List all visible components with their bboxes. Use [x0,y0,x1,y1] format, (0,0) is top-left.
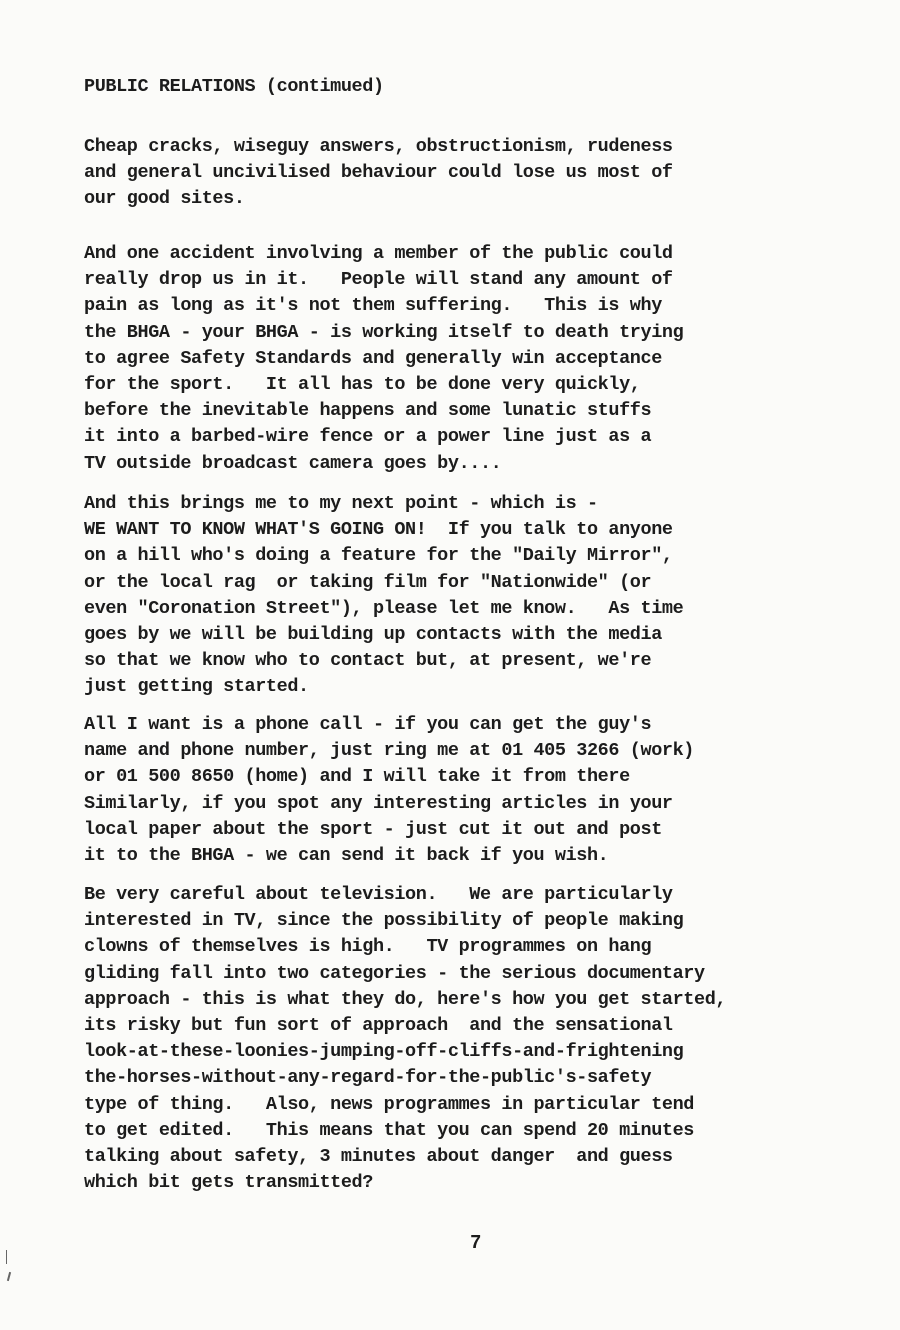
text-line: name and phone number, just ring me at 01 405 3266 (work) [84,740,695,762]
text-line: Cheap cracks, wiseguy answers, obstructionism, rudeness [84,136,673,157]
text-line: gliding fall into two categories - the serious documentary [84,962,705,984]
text-line: to get edited. This means that you can spend 20 minutes [84,1119,695,1141]
paragraph-5 [84,882,726,1196]
text-line: its risky but fun sort of approach and the sensational [84,1014,673,1036]
paragraph-4 [84,712,694,869]
text-line: All I want is a phone call - if you can get the guy's [84,714,652,735]
text-line: on a hill who's doing a feature for the "Daily Mirror", [84,545,673,567]
text-line: which bit gets transmitted? [84,1172,373,1194]
text-line: for the sport. It all has to be done very quickly, [84,373,641,395]
text-line: clowns of themselves is high. TV programmes on hang [84,936,652,958]
text-line: Be very careful about television. We are particularly [84,884,673,905]
text-line: talking about safety, 3 minutes about danger and guess [84,1145,673,1167]
paper-speck [6,1250,7,1264]
text-line: local paper about the sport - just cut it out and post [84,818,662,840]
text-line: it into a barbed-wire fence or a power line just as a [84,426,652,448]
paragraph-3 [84,491,683,701]
text-line: pain as long as it's not them suffering. This is why [84,295,662,317]
text-line: really drop us in it. People will stand any amount of [84,269,673,291]
text-line: And one accident involving a member of the public could [84,243,673,264]
text-line: so that we know who to contact but, at present, we're [84,650,652,672]
paragraph-2 [84,241,683,477]
text-line: And this brings me to my next point - which is - [84,493,598,514]
text-line: TV outside broadcast camera goes by.... [84,452,502,474]
text-line: and general uncivilised behaviour could lose us most of [84,162,673,184]
text-line: the-horses-without-any-regard-for-the-public's-safety [84,1067,652,1089]
paragraph-1 [84,134,673,213]
page-number: 7 [470,1232,482,1254]
text-line: to agree Safety Standards and generally win acceptance [84,347,662,369]
text-line: look-at-these-loonies-jumping-off-cliffs-and-frightening [84,1041,684,1063]
text-line: Similarly, if you spot any interesting articles in your [84,792,673,814]
text-line: our good sites. [84,188,245,210]
text-line: interested in TV, since the possibility of people making [84,910,684,932]
text-line: before the inevitable happens and some lunatic stuffs [84,400,652,422]
text-line: it to the BHGA - we can send it back if you wish. [84,844,609,866]
text-line: just getting started. [84,676,309,698]
text-line: or 01 500 8650 (home) and I will take it from there [84,766,630,788]
text-line: goes by we will be building up contacts with the media [84,623,662,645]
text-line: the BHGA - your BHGA - is working itself to death trying [84,321,684,343]
text-line: or the local rag or taking film for "Nationwide" (or [84,571,652,593]
text-line: even "Coronation Street"), please let me know. As time [84,597,684,619]
section-heading: PUBLIC RELATIONS (contimued) [84,76,384,97]
text-line: approach - this is what they do, here's how you get started, [84,988,727,1010]
text-line: type of thing. Also, news programmes in particular tend [84,1093,695,1115]
text-line: WE WANT TO KNOW WHAT'S GOING ON! If you talk to anyone [84,519,673,541]
paper-speck [7,1272,11,1281]
